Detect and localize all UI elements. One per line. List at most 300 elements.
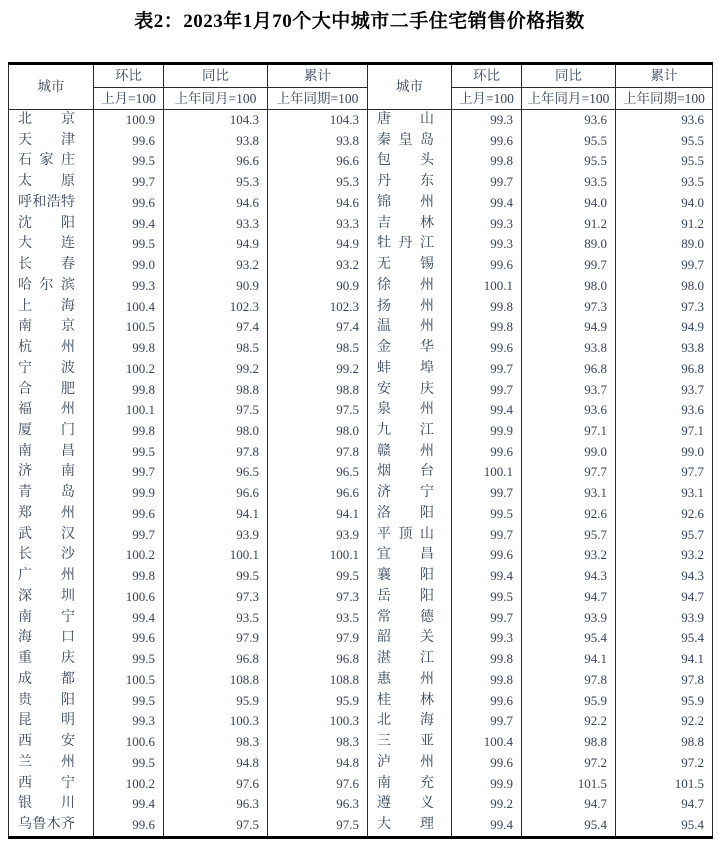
cum-value-cell: 94.3 <box>616 566 713 587</box>
city-cell <box>9 421 94 442</box>
cum-value-cell: 108.8 <box>268 670 368 691</box>
city-cell <box>9 193 94 214</box>
city-cell <box>9 317 94 338</box>
cum-value-cell: 93.8 <box>616 338 713 359</box>
city-cell <box>368 442 452 463</box>
table-row <box>9 110 713 131</box>
cum-value-cell: 96.5 <box>268 462 368 483</box>
yoy-value-cell: 93.7 <box>522 380 616 401</box>
city-cell <box>368 234 452 255</box>
cum-value-cell: 94.7 <box>616 794 713 815</box>
yoy-value-cell: 97.3 <box>522 297 616 318</box>
cum-value-cell: 93.9 <box>268 525 368 546</box>
cum-value-cell: 95.5 <box>616 131 713 152</box>
city-name: 无 锡 <box>377 257 434 273</box>
city-name: 昆 明 <box>18 713 75 729</box>
mom-value-cell: 100.9 <box>94 110 164 131</box>
cum-value-cell: 98.3 <box>268 732 368 753</box>
yoy-value-cell: 93.9 <box>164 525 268 546</box>
yoy-value-cell: 100.3 <box>164 711 268 732</box>
mom-value-cell: 99.5 <box>452 504 522 525</box>
city-name: 上 海 <box>18 298 75 314</box>
mom-value-cell: 99.2 <box>452 794 522 815</box>
city-name: 南 京 <box>18 319 75 335</box>
city-cell <box>368 359 452 380</box>
table-row <box>9 442 713 463</box>
city-cell <box>368 131 452 152</box>
city-cell <box>9 711 94 732</box>
cum-value-cell: 101.5 <box>616 774 713 795</box>
city-cell <box>368 317 452 338</box>
city-cell <box>368 608 452 629</box>
mom-value-cell: 99.6 <box>452 338 522 359</box>
yoy-value-cell: 95.5 <box>522 131 616 152</box>
page <box>0 9 719 852</box>
city-cell <box>9 628 94 649</box>
table-row <box>9 504 713 525</box>
header-yoy-base-left: 上年同月=100 <box>164 87 268 110</box>
cum-value-cell: 95.7 <box>616 525 713 546</box>
yoy-value-cell: 96.6 <box>164 151 268 172</box>
yoy-value-cell: 90.9 <box>164 276 268 297</box>
city-name: 蚌 埠 <box>377 360 434 376</box>
mom-value-cell: 100.2 <box>94 359 164 380</box>
city-cell <box>9 608 94 629</box>
table-row <box>9 691 713 712</box>
cum-value-cell: 90.9 <box>268 276 368 297</box>
cum-value-cell: 99.2 <box>268 359 368 380</box>
table-row <box>9 131 713 152</box>
header-mom-base-left: 上月=100 <box>94 87 164 110</box>
yoy-value-cell: 101.5 <box>522 774 616 795</box>
city-name: 惠 州 <box>377 671 434 687</box>
city-cell <box>9 566 94 587</box>
cum-value-cell: 99.7 <box>616 255 713 276</box>
cum-value-cell: 93.5 <box>268 608 368 629</box>
cum-value-cell: 96.3 <box>268 794 368 815</box>
yoy-value-cell: 94.7 <box>522 794 616 815</box>
city-name: 温 州 <box>377 319 434 335</box>
cum-value-cell: 97.4 <box>268 317 368 338</box>
table-row <box>9 525 713 546</box>
city-name: 九 江 <box>377 423 434 439</box>
table-row <box>9 753 713 774</box>
city-cell <box>368 691 452 712</box>
yoy-value-cell: 94.8 <box>164 753 268 774</box>
city-cell <box>9 400 94 421</box>
mom-value-cell: 99.8 <box>94 566 164 587</box>
yoy-value-cell: 96.8 <box>164 649 268 670</box>
yoy-value-cell: 93.6 <box>522 400 616 421</box>
mom-value-cell: 99.4 <box>94 608 164 629</box>
city-cell <box>368 151 452 172</box>
yoy-value-cell: 95.9 <box>522 691 616 712</box>
city-name: 泉 州 <box>377 402 434 418</box>
mom-value-cell: 99.7 <box>94 462 164 483</box>
city-name: 福 州 <box>18 402 75 418</box>
header-city-right: 城市 <box>368 64 452 110</box>
yoy-value-cell: 91.2 <box>522 214 616 235</box>
yoy-value-cell: 95.4 <box>522 815 616 837</box>
city-name: 南 昌 <box>18 443 75 459</box>
mom-value-cell: 100.1 <box>452 276 522 297</box>
mom-value-cell: 100.1 <box>94 400 164 421</box>
city-name: 西 宁 <box>18 775 75 791</box>
header-cum-right: 累计 <box>616 64 713 88</box>
city-cell <box>9 359 94 380</box>
mom-value-cell: 99.5 <box>452 587 522 608</box>
mom-value-cell: 99.3 <box>94 711 164 732</box>
yoy-value-cell: 95.7 <box>522 525 616 546</box>
mom-value-cell: 99.7 <box>94 525 164 546</box>
header-cum-left: 累计 <box>268 64 368 88</box>
city-cell <box>368 255 452 276</box>
cum-value-cell: 97.3 <box>616 297 713 318</box>
yoy-value-cell: 94.7 <box>522 587 616 608</box>
table-row <box>9 421 713 442</box>
table-row <box>9 566 713 587</box>
cum-value-cell: 97.7 <box>616 462 713 483</box>
cum-value-cell: 97.3 <box>268 587 368 608</box>
mom-value-cell: 99.4 <box>94 214 164 235</box>
city-name: 包 头 <box>377 153 434 169</box>
mom-value-cell: 99.5 <box>94 442 164 463</box>
table-row <box>9 317 713 338</box>
yoy-value-cell: 98.3 <box>164 732 268 753</box>
cum-value-cell: 97.5 <box>268 400 368 421</box>
yoy-value-cell: 93.5 <box>522 172 616 193</box>
cum-value-cell: 95.4 <box>616 815 713 837</box>
city-name: 徐 州 <box>377 277 434 293</box>
yoy-value-cell: 96.5 <box>164 462 268 483</box>
cum-value-cell: 102.3 <box>268 297 368 318</box>
mom-value-cell: 99.8 <box>452 670 522 691</box>
city-cell <box>368 380 452 401</box>
city-name: 郑 州 <box>18 505 75 521</box>
yoy-value-cell: 94.1 <box>522 649 616 670</box>
city-cell <box>9 380 94 401</box>
mom-value-cell: 99.8 <box>452 297 522 318</box>
mom-value-cell: 99.6 <box>94 193 164 214</box>
yoy-value-cell: 94.0 <box>522 193 616 214</box>
mom-value-cell: 99.6 <box>94 504 164 525</box>
city-cell <box>9 753 94 774</box>
city-cell <box>368 711 452 732</box>
city-name: 常 德 <box>377 609 434 625</box>
yoy-value-cell: 95.9 <box>164 691 268 712</box>
city-cell <box>9 649 94 670</box>
city-name: 牡 丹 江 <box>377 236 434 252</box>
mom-value-cell: 99.0 <box>94 255 164 276</box>
city-name: 广 州 <box>18 568 75 584</box>
cum-value-cell: 96.8 <box>616 359 713 380</box>
table-row <box>9 794 713 815</box>
city-cell <box>368 462 452 483</box>
yoy-value-cell: 98.0 <box>522 276 616 297</box>
yoy-value-cell: 94.6 <box>164 193 268 214</box>
cum-value-cell: 100.1 <box>268 545 368 566</box>
mom-value-cell: 100.6 <box>94 732 164 753</box>
cum-value-cell: 98.5 <box>268 338 368 359</box>
header-mom-right: 环比 <box>452 64 522 88</box>
city-cell <box>9 172 94 193</box>
cum-value-cell: 99.5 <box>268 566 368 587</box>
mom-value-cell: 100.4 <box>94 297 164 318</box>
header-yoy-base-right: 上年同月=100 <box>522 87 616 110</box>
table-row <box>9 172 713 193</box>
cum-value-cell: 96.8 <box>268 649 368 670</box>
city-cell <box>368 483 452 504</box>
yoy-value-cell: 97.4 <box>164 317 268 338</box>
cum-value-cell: 94.8 <box>268 753 368 774</box>
city-name: 襄 阳 <box>377 568 434 584</box>
city-name: 武 汉 <box>18 526 75 542</box>
cum-value-cell: 97.5 <box>268 815 368 837</box>
city-cell <box>9 276 94 297</box>
cum-value-cell: 94.9 <box>616 317 713 338</box>
city-cell <box>368 566 452 587</box>
yoy-value-cell: 93.1 <box>522 483 616 504</box>
city-name: 宁 波 <box>18 360 75 376</box>
mom-value-cell: 100.5 <box>94 670 164 691</box>
mom-value-cell: 99.6 <box>94 628 164 649</box>
cum-value-cell: 94.1 <box>616 649 713 670</box>
table-row <box>9 732 713 753</box>
city-name: 丹 东 <box>377 174 434 190</box>
cum-value-cell: 95.9 <box>268 691 368 712</box>
mom-value-cell: 99.6 <box>452 545 522 566</box>
city-name: 大 理 <box>377 816 434 832</box>
table-header <box>9 64 713 110</box>
cum-value-cell: 97.8 <box>268 442 368 463</box>
mom-value-cell: 99.7 <box>452 608 522 629</box>
table-row <box>9 338 713 359</box>
city-cell <box>9 338 94 359</box>
table-row <box>9 670 713 691</box>
mom-value-cell: 99.7 <box>452 380 522 401</box>
city-cell <box>368 587 452 608</box>
mom-value-cell: 99.9 <box>452 421 522 442</box>
mom-value-cell: 99.3 <box>94 276 164 297</box>
table-row <box>9 255 713 276</box>
cum-value-cell: 94.6 <box>268 193 368 214</box>
yoy-value-cell: 96.3 <box>164 794 268 815</box>
yoy-value-cell: 97.7 <box>522 462 616 483</box>
city-cell <box>9 151 94 172</box>
city-cell <box>368 110 452 131</box>
yoy-value-cell: 99.5 <box>164 566 268 587</box>
table-row <box>9 462 713 483</box>
table-title: 表2：2023年1月70个大中城市二手住宅销售价格指数 <box>134 11 585 32</box>
mom-value-cell: 99.7 <box>452 525 522 546</box>
cum-value-cell: 95.9 <box>616 691 713 712</box>
yoy-value-cell: 95.3 <box>164 172 268 193</box>
city-name: 南 充 <box>377 775 434 791</box>
cum-value-cell: 97.6 <box>268 774 368 795</box>
cum-value-cell: 93.1 <box>616 483 713 504</box>
mom-value-cell: 99.3 <box>452 214 522 235</box>
cum-value-cell: 95.5 <box>616 151 713 172</box>
cum-value-cell: 98.8 <box>616 732 713 753</box>
mom-value-cell: 99.5 <box>94 234 164 255</box>
yoy-value-cell: 92.2 <box>522 711 616 732</box>
yoy-value-cell: 99.0 <box>522 442 616 463</box>
mom-value-cell: 99.8 <box>452 317 522 338</box>
city-cell <box>368 794 452 815</box>
city-cell <box>9 297 94 318</box>
yoy-value-cell: 97.3 <box>164 587 268 608</box>
yoy-value-cell: 99.7 <box>522 255 616 276</box>
city-cell <box>9 131 94 152</box>
cum-value-cell: 93.7 <box>616 380 713 401</box>
cum-value-cell: 99.0 <box>616 442 713 463</box>
city-name: 兰 州 <box>18 754 75 770</box>
yoy-value-cell: 97.8 <box>522 670 616 691</box>
city-name: 杭 州 <box>18 340 75 356</box>
mom-value-cell: 99.8 <box>94 421 164 442</box>
table-row <box>9 774 713 795</box>
city-name: 北 海 <box>377 713 434 729</box>
city-cell <box>9 670 94 691</box>
city-name: 大 连 <box>18 236 75 252</box>
table-row <box>9 297 713 318</box>
yoy-value-cell: 94.3 <box>522 566 616 587</box>
cum-value-cell: 104.3 <box>268 110 368 131</box>
city-name: 沈 阳 <box>18 215 75 231</box>
city-name: 赣 州 <box>377 443 434 459</box>
cum-value-cell: 93.3 <box>268 214 368 235</box>
header-mom-base-right: 上月=100 <box>452 87 522 110</box>
city-name: 济 南 <box>18 464 75 480</box>
yoy-value-cell: 97.6 <box>164 774 268 795</box>
city-name: 岳 阳 <box>377 588 434 604</box>
table-row <box>9 545 713 566</box>
city-cell <box>368 504 452 525</box>
table-row <box>9 151 713 172</box>
mom-value-cell: 99.6 <box>452 753 522 774</box>
yoy-value-cell: 93.8 <box>164 131 268 152</box>
city-name: 北 京 <box>18 112 75 127</box>
price-index-table <box>8 62 713 839</box>
city-cell <box>368 670 452 691</box>
city-name: 泸 州 <box>377 754 434 770</box>
city-name: 乌 鲁 木 齐 <box>18 816 75 832</box>
yoy-value-cell: 97.8 <box>164 442 268 463</box>
cum-value-cell: 98.0 <box>268 421 368 442</box>
city-name: 湛 江 <box>377 651 434 667</box>
city-name: 烟 台 <box>377 464 434 480</box>
yoy-value-cell: 93.2 <box>164 255 268 276</box>
city-name: 唐 山 <box>377 112 434 127</box>
city-name: 石 家 庄 <box>18 153 75 169</box>
city-cell <box>9 483 94 504</box>
mom-value-cell: 99.7 <box>452 483 522 504</box>
mom-value-cell: 99.9 <box>452 774 522 795</box>
cum-value-cell: 93.8 <box>268 131 368 152</box>
table-row <box>9 649 713 670</box>
mom-value-cell: 100.6 <box>94 587 164 608</box>
city-name: 海 口 <box>18 630 75 646</box>
city-name: 银 川 <box>18 796 75 812</box>
mom-value-cell: 100.2 <box>94 545 164 566</box>
city-cell <box>368 545 452 566</box>
yoy-value-cell: 93.6 <box>522 110 616 131</box>
yoy-value-cell: 99.2 <box>164 359 268 380</box>
table-row <box>9 400 713 421</box>
cum-value-cell: 98.8 <box>268 380 368 401</box>
header-row-1 <box>9 64 713 88</box>
header-city-left: 城市 <box>9 64 94 110</box>
mom-value-cell: 99.7 <box>452 711 522 732</box>
cum-value-cell: 93.2 <box>616 545 713 566</box>
yoy-value-cell: 93.9 <box>522 608 616 629</box>
city-name: 平 顶 山 <box>377 526 434 542</box>
mom-value-cell: 100.1 <box>452 462 522 483</box>
yoy-value-cell: 100.1 <box>164 545 268 566</box>
city-name: 成 都 <box>18 671 75 687</box>
city-cell <box>9 794 94 815</box>
cum-value-cell: 93.6 <box>616 110 713 131</box>
yoy-value-cell: 95.5 <box>522 151 616 172</box>
city-name: 南 宁 <box>18 609 75 625</box>
city-cell <box>9 545 94 566</box>
city-cell <box>9 110 94 131</box>
city-name: 扬 州 <box>377 298 434 314</box>
city-name: 秦 皇 岛 <box>377 132 434 148</box>
city-name: 呼 和 浩 特 <box>18 194 75 210</box>
mom-value-cell: 99.6 <box>94 131 164 152</box>
table-row <box>9 193 713 214</box>
yoy-value-cell: 98.5 <box>164 338 268 359</box>
city-name: 深 圳 <box>18 588 75 604</box>
city-name: 厦 门 <box>18 423 75 439</box>
yoy-value-cell: 96.8 <box>522 359 616 380</box>
table-row <box>9 214 713 235</box>
city-name: 宜 昌 <box>377 547 434 563</box>
yoy-value-cell: 93.3 <box>164 214 268 235</box>
city-cell <box>9 732 94 753</box>
city-cell <box>9 587 94 608</box>
city-cell <box>368 753 452 774</box>
mom-value-cell: 99.4 <box>94 794 164 815</box>
mom-value-cell: 99.3 <box>452 628 522 649</box>
city-cell <box>9 255 94 276</box>
city-name: 长 沙 <box>18 547 75 563</box>
city-name: 洛 阳 <box>377 505 434 521</box>
yoy-value-cell: 97.1 <box>522 421 616 442</box>
city-cell <box>368 214 452 235</box>
table-row <box>9 276 713 297</box>
table-row <box>9 711 713 732</box>
mom-value-cell: 99.7 <box>94 172 164 193</box>
yoy-value-cell: 108.8 <box>164 670 268 691</box>
city-name: 锦 州 <box>377 194 434 210</box>
cum-value-cell: 100.3 <box>268 711 368 732</box>
yoy-value-cell: 97.9 <box>164 628 268 649</box>
cum-value-cell: 94.9 <box>268 234 368 255</box>
header-yoy-right: 同比 <box>522 64 616 88</box>
cum-value-cell: 95.3 <box>268 172 368 193</box>
city-cell <box>9 774 94 795</box>
table-row <box>9 628 713 649</box>
mom-value-cell: 99.8 <box>452 649 522 670</box>
city-name: 青 岛 <box>18 485 75 501</box>
city-cell <box>368 421 452 442</box>
city-cell <box>9 525 94 546</box>
yoy-value-cell: 94.9 <box>164 234 268 255</box>
cum-value-cell: 97.9 <box>268 628 368 649</box>
yoy-value-cell: 97.5 <box>164 400 268 421</box>
